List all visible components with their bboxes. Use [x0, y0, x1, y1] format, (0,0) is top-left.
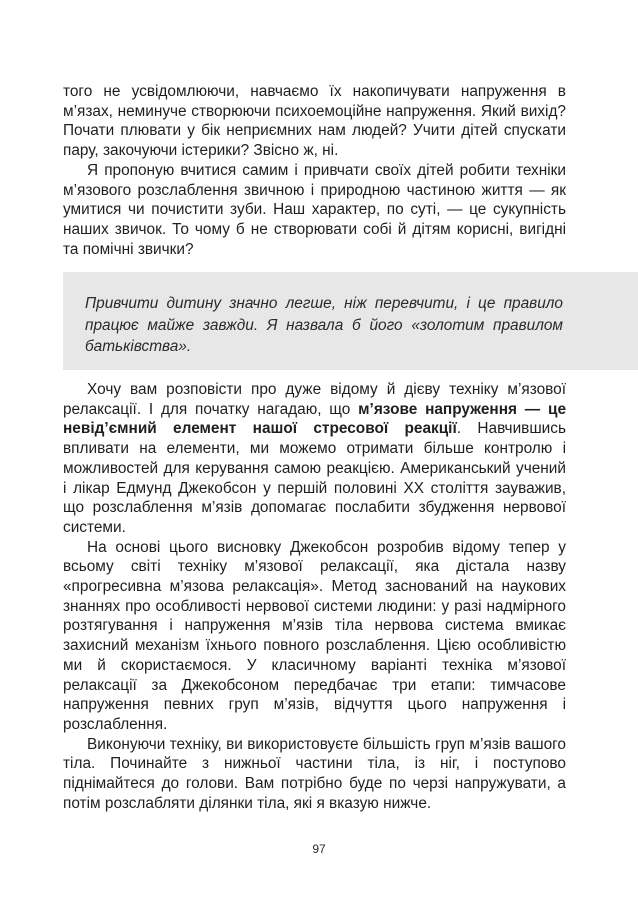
- bold-key-statement: м’язове напруження — це невід’ємний елемент нашої стресової реакції: [63, 400, 566, 438]
- callout-text: Привчити дитину значно легше, ніж перевчити, і це правило працює майже завжди. Я назвала б його «золотим правилом батьківства».: [85, 295, 563, 355]
- page-number: 97: [312, 842, 326, 856]
- top-text-block: [63, 82, 566, 259]
- paragraph-habits: Я пропоную вчитися самим і привчати своїх дітей робити техніки м’язового розслаблення звичною і природною частиною життя — як умитися чи почистити зуби. Наш характер, по суті, — це сукупність наших звичок. То чому б не створювати собі й дітям корисні, вигідні та помічні звички?: [63, 161, 566, 258]
- intro-text-start: Хочу вам розповісти про дуже відому й дієву техніку м’язової релаксації. І для початку нагадаю, що: [63, 381, 566, 418]
- paragraph-continuation: того не усвідомлюючи, навчаємо їх накопичувати напруження в м’язах, неминуче створюючи психоемоційне напруження. Який вихід? Почати плювати у бік неприємних нам людей? Учити дітей спускати пару, закочуючи істерики? Звісно ж, ні.: [63, 83, 566, 160]
- intro-text-end: . Навчившись впливати на елементи, ми можемо отримати більше контролю і можливостей для керування самою реакцією. Американський учений і лікар Едмунд Джекобсон у першій половині XX століття зауважив, що розслаблення м’язів допомагає послабити збудження нервової системи.: [63, 420, 566, 536]
- paragraph-jacobson-method: На основі цього висновку Джекобсон розробив відому тепер у всьому світі техніку м’язової релаксації, яка дістала назву «прогресивна м’язова релаксація». Метод заснований на наукових знаннях про особливості нервової системи людини: у разі надмірного розтягування і напруження м’язів тіла нервова система вмикає захисний механізм їхнього повного розслаблення. Цією особливістю ми й скористаємося. У класичному варіанті техніка м’язової релаксації за Джекобсоном передбачає три етапи: тимчасове напруження певних груп м’язів, відчуття цього напруження і розслаблення.: [63, 538, 566, 733]
- main-text-block: [63, 380, 566, 813]
- paragraph-technique-steps: Виконуючи техніку, ви використовуєте більшість груп м’язів вашого тіла. Починайте з нижньої частини тіла, із ніг, і поступово піднімайтеся до голови. Вам потрібно буде по черзі напружувати, а потім розслабляти ділянки тіла, які я вказую нижче.: [63, 735, 566, 812]
- paragraph-relaxation-intro: [63, 380, 566, 538]
